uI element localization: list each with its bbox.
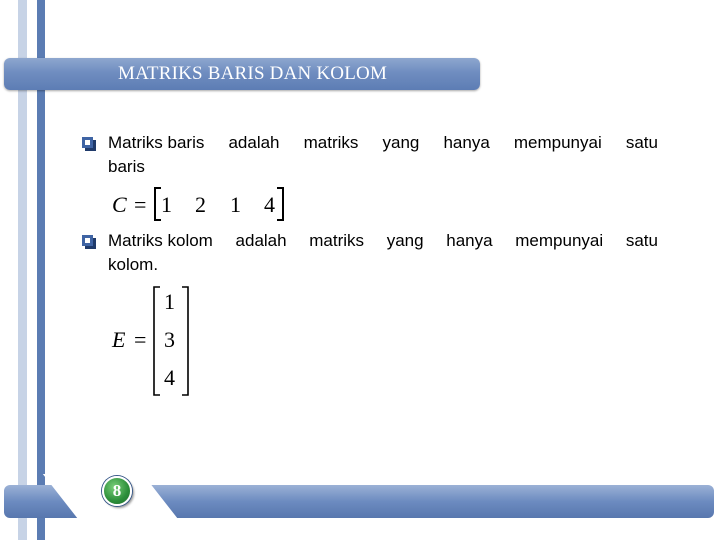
definition-line: Matriks kolom adalah matriks yang hanya mempunyai satu — [108, 229, 658, 253]
slide-title: MATRIKS BARIS DAN KOLOM — [118, 63, 388, 84]
definition-line: Matriks baris adalah matriks yang hanya mempunyai satu — [108, 131, 658, 155]
matrix-entry: 1 — [164, 289, 175, 314]
matrix-entry: 4 — [164, 365, 175, 390]
equals-sign: = — [134, 327, 147, 352]
term-label: Matriks kolom — [108, 231, 213, 250]
definition-row-matrix-column — [108, 229, 658, 277]
matrix-symbol: C — [112, 192, 127, 217]
matrix-entry: 4 — [264, 192, 275, 217]
matrix-entry: 1 — [230, 192, 241, 217]
square-bullet-icon — [82, 235, 96, 249]
matrix-symbol: E — [112, 327, 126, 352]
definition-row-matrix — [108, 131, 658, 179]
page-number-badge: 8 — [102, 476, 132, 506]
definition-continuation: kolom. — [108, 255, 159, 274]
matrix-entry: 2 — [195, 192, 206, 217]
term-label: Matriks baris — [108, 133, 205, 152]
matrix-entry: 3 — [164, 327, 175, 352]
square-bullet-icon — [82, 137, 96, 151]
definition-continuation: baris — [108, 157, 145, 176]
equals-sign: = — [134, 192, 147, 217]
matrix-entry: 1 — [161, 192, 172, 217]
